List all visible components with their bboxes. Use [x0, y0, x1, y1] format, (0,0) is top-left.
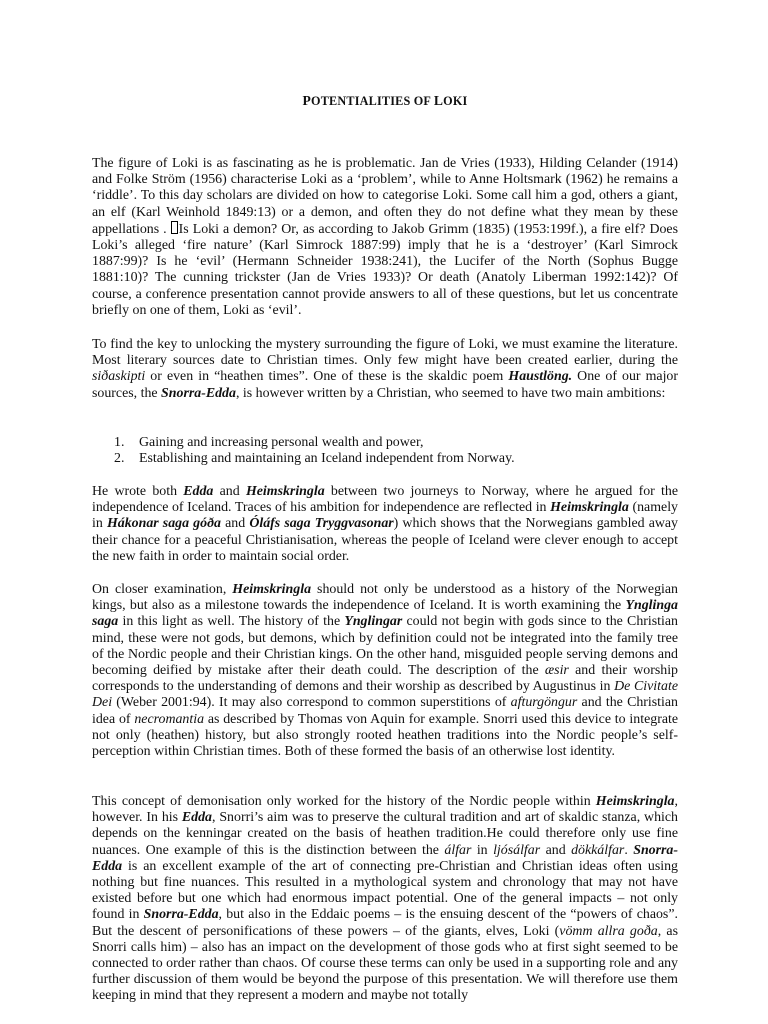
text-run: This concept of demonisation only worked for the history of the Nordic people within — [92, 794, 596, 809]
text-run: Is Loki a demon? Or, as according to Jakob Grimm (1835) (1953:199f.), a fire elf? Does Loki’s alleged ‘fire nature’ (Karl Simrock 1887:99) imply that he is a ‘destroyer’ (Karl Simrock 1887:99)? Is he ‘evil’ (Hermann Schneider 1938:241), the Lucifer of the North (Sophus Bugge 1881:10)? The cunning trickster (Jan de Vries 1933)? Or death (Anatoly Liberman 1992:142)? Of course, a conference presentation cannot provide answers to all of these questions, but let us concentrate briefly on one of them, Loki as ‘evil’. — [92, 221, 678, 318]
text-run: as described by Thomas von Aquin for example. Snorri used this device to integrate not only (heathen) history, but also strongly rooted heathen traditions into the Nordic people’s self-perception within Christian times. Both of these formed the basis of an otherwise lost identity. — [92, 711, 679, 760]
list-text: Gaining and increasing personal wealth and power, — [139, 435, 424, 450]
work-title: Heimskringla — [550, 500, 629, 516]
work-title: Edda — [181, 810, 212, 826]
italic-term: necromantia — [134, 711, 205, 727]
list-number: 1. — [114, 435, 125, 450]
title-part: OTENTIALITIES OF — [311, 94, 434, 108]
work-title: Haustlöng. — [508, 369, 573, 385]
paragraph-2 — [92, 337, 678, 402]
italic-term: dökkálfar — [571, 842, 625, 858]
work-title: Snorra-Edda — [161, 385, 236, 401]
text-run: and the Christian idea of — [92, 695, 678, 727]
list-item — [114, 451, 674, 467]
text-run: (namely in — [92, 500, 678, 532]
italic-term: ljósálfar — [493, 842, 541, 858]
list-item — [114, 435, 674, 451]
text-run: should not only be understood as a history of the Norwegian kings, but also as a milestone towards the independence of Iceland. It is worth examining the — [92, 582, 678, 614]
ambitions-list — [114, 435, 674, 467]
text-run: ) which shows that the Norwegians gambled away their chance for a peaceful Christianisation, whereas the people of Iceland were clever enough to accept the new faith in order to maintain social order. — [92, 516, 678, 564]
text-run: One of our major sources, the — [92, 369, 678, 401]
italic-term: siðaskipti — [92, 369, 146, 385]
title-part: OKI — [443, 94, 468, 108]
work-title: Heimskringla — [245, 484, 325, 499]
text-run: and their worship corresponds to the understanding of demons and their worship as described by Augustinus in — [92, 663, 678, 695]
paragraph-1 — [92, 156, 678, 319]
work-title: Ynglingar — [344, 614, 403, 630]
text-run: and — [213, 484, 246, 499]
text-run: To find the key to unlocking the mystery surrounding the figure of Loki, we must examine the literature. Most literary sources date to Christian times. Only few might have been created earlier, during the — [92, 337, 678, 369]
text-run: in this light as well. The history of the — [118, 614, 345, 630]
work-title: Ynglinga saga — [92, 598, 678, 630]
work-title: Óláfs saga Tryggvasonar — [249, 516, 394, 532]
work-title: Hákonar saga góða — [106, 516, 221, 532]
italic-term: De Civitate Dei — [92, 679, 678, 711]
work-title: Heimskringla — [232, 582, 312, 597]
text-run: in — [471, 842, 494, 858]
paragraph-4 — [92, 582, 678, 760]
text-run: could not begin with gods since to the Christian mind, these were not gods, but demons, which by definition could not be integrated into the family tree of the Nordic people and their Christian kings. On the other hand, misguided people serving demons and becoming deified by mistake after their death could. The description of the — [92, 614, 678, 679]
text-run: or even in “heathen times”. One of these is the skaldic poem — [145, 369, 509, 385]
work-title: Snorra-Edda — [143, 907, 219, 923]
text-run: , is however written by a Christian, who seemed to have two main ambitions: — [235, 385, 666, 401]
text-run: , as Snorri calls him) – also has an impact on the development of those gods who at first sight seemed to be connected to order rather than chaos. Of course these terms can only be used in a supporting role and any further discussion of them would be beyond the purpose of this presentation. We will therefore use them keeping in mind that they represent a modern and maybe not totally — [92, 923, 678, 1004]
text-run: is an excellent example of the art of connecting pre-Christian and Christian ideas often using nothing but fine nuances. This resulted in a mythological system and chronology that may not have existed before but one which had enormous impact potential. One of the general impacts – not only found in — [92, 858, 678, 923]
paragraph-3 — [92, 484, 678, 565]
text-run: (Weber 2001:94). It may also correspond to common superstitions of — [112, 695, 511, 711]
text-run: and — [540, 842, 572, 858]
work-title: Heimskringla — [595, 794, 675, 809]
text-run: and — [220, 516, 250, 532]
italic-term: álfar — [444, 842, 472, 858]
text-run: On closer examination, — [92, 582, 233, 597]
text-run: , Snorri’s aim was to preserve the cultural tradition and art of skaldic stanza, which depends on the kenningar created on the basis of heathen tradition.He could therefore only use fine nuances. One example of this is the distinction between the — [92, 810, 678, 858]
text-run: , however. In his — [92, 794, 678, 826]
page-title — [92, 93, 678, 109]
italic-term: vömm allra goða — [559, 923, 658, 939]
title-initial: L — [433, 93, 444, 108]
title-initial: P — [302, 93, 312, 108]
list-number: 2. — [114, 451, 125, 467]
text-run: He wrote both — [92, 484, 184, 499]
italic-term: æsir — [544, 663, 569, 679]
text-cursor-marker — [171, 221, 178, 234]
work-title: Snorra-Edda — [92, 842, 678, 874]
list-text: Establishing and maintaining an Iceland independent from Norway. — [139, 451, 515, 467]
text-run: . — [624, 842, 634, 858]
text-run: , but also in the Eddaic poems – is the ensuing descent of the “powers of chaos”. But the descent of personifications of these powers – of the giants, elves, Loki ( — [92, 907, 678, 939]
text-run: The figure of Loki is as fascinating as he is problematic. Jan de Vries (1933), Hilding Celander (1914) and Folke Ström (1956) characterise Loki as a ‘problem’, while to Anne Holtsmark (1962) he remains a ‘riddle’. To this day scholars are divided on how to categorise Loki. Some call him a god, others a giant, an elf (Karl Weinhold 1849:13) or a demon, and often they do not define what they mean by these appellations . — [92, 156, 678, 237]
paragraph-5 — [92, 794, 678, 1005]
work-title: Edda — [183, 484, 214, 499]
text-run: between two journeys to Norway, where he argued for the independence of Iceland. Traces of his ambition for independence are reflected in — [92, 484, 678, 516]
italic-term: afturgöngur — [510, 695, 578, 711]
